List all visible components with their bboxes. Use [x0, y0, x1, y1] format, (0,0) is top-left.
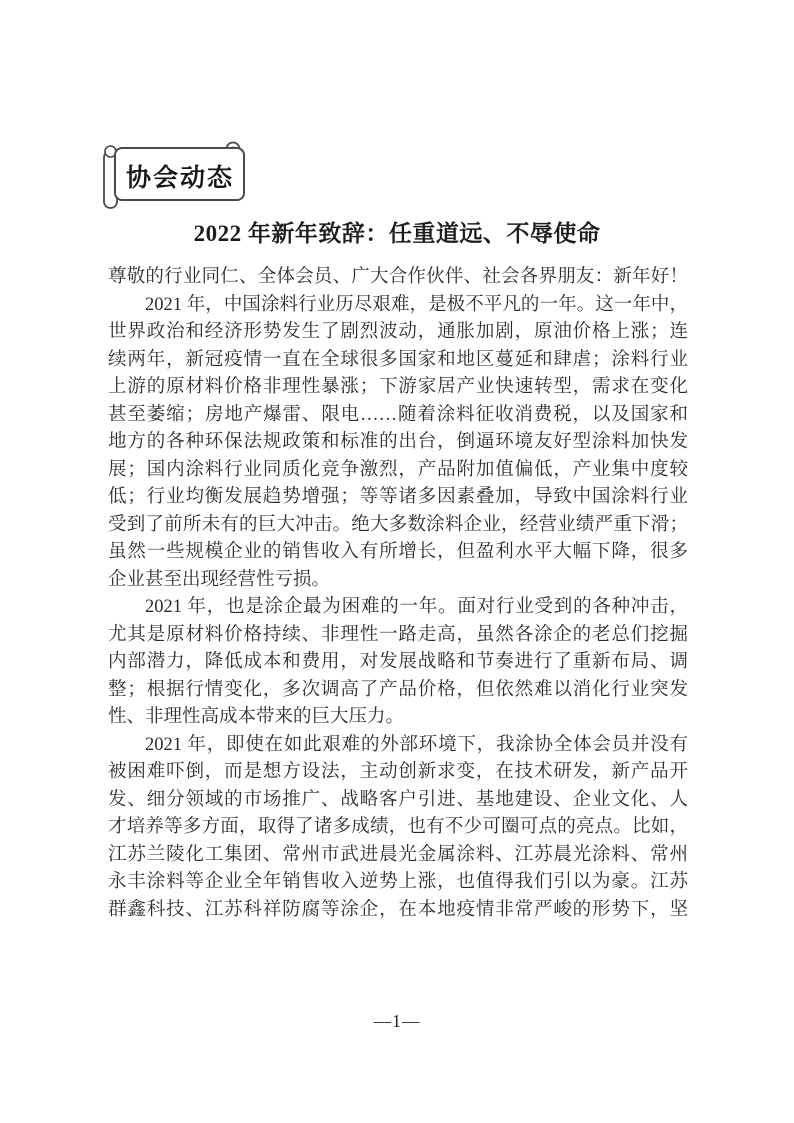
body-line: 低；行业均衡发展趋势增强；等等诸多因素叠加，导致中国涂料行业: [108, 487, 688, 507]
body-line: 江苏兰陵化工集团、常州市武进晨光金属涂料、江苏晨光涂料、常州: [108, 844, 688, 865]
body-line: 甚至萎缩；房地产爆雷、限电……随着涂料征收消费税，以及国家和: [108, 404, 688, 425]
body-line: 2021 年，中国涂料行业历尽艰难，是极不平凡的一年。这一年中，: [145, 294, 688, 315]
body-line: 世界政治和经济形势发生了剧烈波动，通胀加剧，原油价格上涨；连: [108, 322, 688, 342]
body-line: 虽然一些规模企业的销售收入有所增长，但盈利水平大幅下降，很多: [108, 542, 688, 562]
page-number: —1—: [373, 1011, 421, 1031]
body-line: 续两年，新冠疫情一直在全球很多国家和地区蔓延和肆虐；涂料行业: [108, 349, 688, 370]
body-line: 尤其是原材料价格持续、非理性一路走高，虽然各涂企的老总们挖掘: [108, 624, 688, 645]
body-line: 展；国内涂料行业同质化竞争激烈，产品附加值偏低，产业集中度较: [108, 459, 688, 480]
body-line: 尊敬的行业同仁、全体会员、广大合作伙伴、社会各界朋友：新年好！: [108, 267, 688, 287]
body-line: 地方的各种环保法规政策和标准的出台，倒逼环境友好型涂料加快发: [108, 432, 688, 452]
body-line: 受到了前所未有的巨大冲击。绝大多数涂料企业，经营业绩严重下滑；: [108, 514, 688, 535]
body-line: 2021 年，即使在如此艰难的外部环境下，我涂协全体会员并没有: [145, 734, 688, 755]
article-title: 2022 年新年致辞：任重道远、不辱使命: [193, 221, 601, 246]
body-line: 整；根据行情变化，多次调高了产品价格，但依然难以消化行业突发: [108, 679, 688, 700]
body-line: 发、细分领域的市场推广、战略客户引进、基地建设、企业文化、人: [108, 789, 688, 810]
association-news-banner: [100, 138, 252, 214]
body-line: 2021 年，也是涂企最为困难的一年。面对行业受到的各种冲击，: [145, 597, 688, 617]
body-line: 上游的原材料价格非理性暴涨；下游家居产业快速转型，需求在变化: [108, 377, 688, 397]
body-line: 才培养等多方面，取得了诸多成绩，也有不少可圈可点的亮点。比如，: [108, 817, 688, 837]
banner-label: 协会动态: [125, 164, 234, 192]
body-line: 被困难吓倒，而是想方设法，主动创新求变，在技术研发，新产品开: [108, 762, 688, 782]
article-body: [108, 264, 688, 924]
body-line: 群鑫科技、江苏科祥防腐等涂企，在本地疫情非常严峻的形势下，坚: [108, 899, 688, 920]
body-line: 企业甚至出现经营性亏损。: [108, 569, 331, 590]
body-line: 永丰涂料等企业全年销售收入逆势上涨，也值得我们引以为豪。江苏: [108, 872, 688, 892]
body-line: 内部潜力，降低成本和费用，对发展战略和节奏进行了重新布局、调: [108, 652, 688, 672]
body-line: 性、非理性高成本带来的巨大压力。: [108, 707, 405, 727]
